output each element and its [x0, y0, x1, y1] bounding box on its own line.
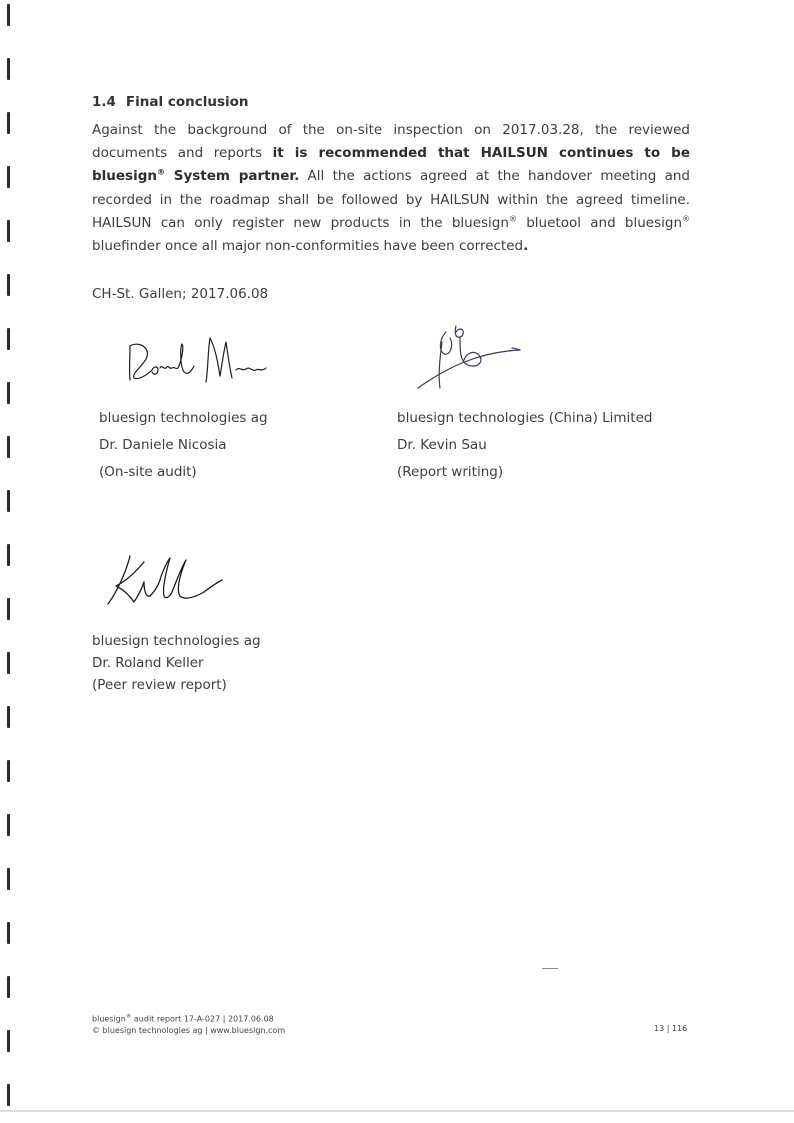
- signatory-block-nicosia: [99, 410, 268, 480]
- page-number: 13 | 116: [654, 1024, 688, 1033]
- section-title: Final conclusion: [125, 94, 249, 110]
- binder-mark: [7, 328, 10, 350]
- signatory-name: Dr. Daniele Nicosia: [99, 437, 227, 453]
- conclusion-text: bluetool and bluesign: [516, 214, 682, 231]
- binder-mark: [7, 58, 10, 80]
- footer-line-1: bluesign® audit report 17-A-027 | 2017.06.08: [92, 1014, 274, 1024]
- signatory-role: (Peer review report): [92, 677, 227, 693]
- binder-mark: [7, 706, 10, 728]
- signatory-role: (Report writing): [397, 464, 504, 480]
- footer-report-info: [92, 1012, 285, 1036]
- binder-mark: [7, 1084, 10, 1106]
- binder-mark: [7, 1030, 10, 1052]
- signatory-company: bluesign technologies ag: [92, 633, 261, 649]
- signature-nicosia: [124, 336, 274, 388]
- binder-mark: [7, 868, 10, 890]
- signatory-name: Dr. Roland Keller: [92, 655, 204, 671]
- signature-sau: [416, 324, 526, 394]
- place-date: CH-St. Gallen; 2017.06.08: [92, 286, 269, 302]
- conclusion-paragraph: Against the background of the on-site inspection on 2017.03.28, the reviewed documents and reports it is recommended that HAILSUN continues to be bluesign® System partner. All the actions agreed at the handover meeting and recorded in the roadmap shall be followed by HAILSUN within the agreed timeline. HAILSUN can only register new products in the bluesign® bluetool and bluesign® bluefinder once all major non-conformities have been corrected.: [92, 122, 690, 255]
- signatory-block-sau: [397, 410, 652, 480]
- binder-mark: [7, 112, 10, 134]
- binder-mark: [7, 220, 10, 242]
- binder-mark: [7, 976, 10, 998]
- conclusion-text: bluefinder once all major non-conformities have been corrected: [92, 238, 524, 255]
- signature-keller: [104, 552, 228, 608]
- binder-mark: [7, 598, 10, 620]
- binder-mark: [7, 814, 10, 836]
- binder-mark: [7, 922, 10, 944]
- binder-mark: [7, 166, 10, 188]
- conclusion-text: Against the background of the on-site inspection on 2017.03.28, the reviewed documents and reports: [92, 122, 690, 162]
- binder-mark: [7, 436, 10, 458]
- conclusion-text: All the actions agreed at the handover meeting and recorded in the roadmap shall be followed by HAILSUN within the agreed timeline. HAILSUN can only register new products in the bluesign: [92, 168, 690, 231]
- scan-artifact: [542, 968, 558, 969]
- signatory-role: (On-site audit): [99, 464, 197, 480]
- binder-mark: [7, 490, 10, 512]
- binder-mark: [7, 760, 10, 782]
- section-number: 1.4: [92, 94, 116, 110]
- signatory-block-keller: [92, 630, 261, 696]
- recommendation-bold: it is recommended that HAILSUN continues to be bluesign® System partner.: [92, 145, 690, 185]
- binder-mark: [7, 652, 10, 674]
- binder-mark: [7, 4, 10, 26]
- signatory-company: bluesign technologies (China) Limited: [397, 410, 653, 426]
- binder-mark: [7, 382, 10, 404]
- binder-mark: [7, 274, 10, 296]
- signatory-company: bluesign technologies ag: [99, 410, 268, 426]
- binder-mark: [7, 544, 10, 566]
- signatory-name: Dr. Kevin Sau: [397, 437, 487, 453]
- footer-line-2: © bluesign technologies ag | www.bluesign.com: [92, 1025, 286, 1035]
- section-heading: [92, 94, 249, 110]
- scan-bottom-edge: [0, 1110, 794, 1112]
